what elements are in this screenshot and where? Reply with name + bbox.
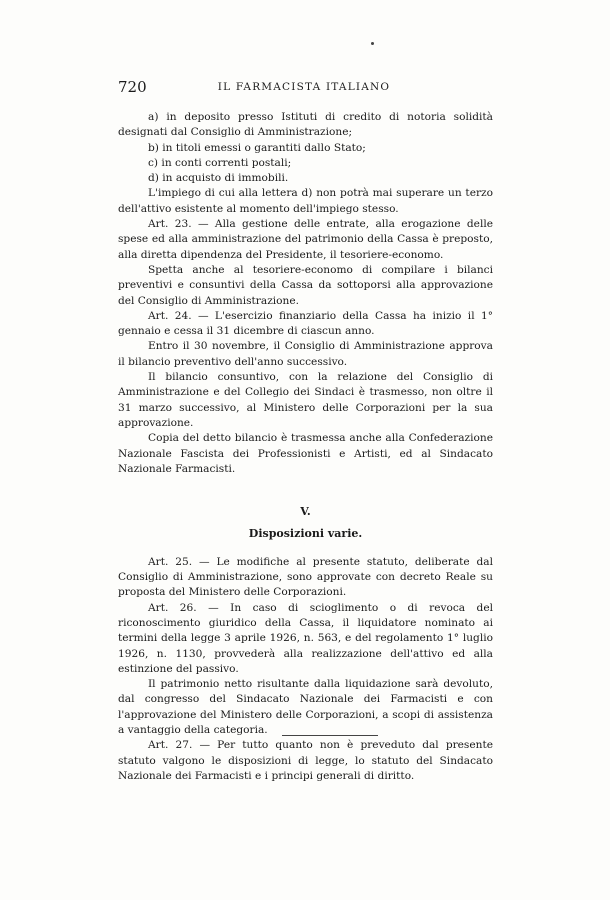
page-body (118, 110, 493, 784)
paragraph: d) in acquisto di immobili. (148, 172, 289, 185)
paragraph: L'impiego di cui alla lettera d) non potrà mai superare un terzo dell'attivo esistente al momento dell'impiego stesso. (118, 187, 493, 215)
paragraph-art-24: Art. 24. — L'esercizio finanziario della Cassa ha inizio il 1° gennaio e cessa il 31 dicembre di ciascun anno. (118, 309, 493, 338)
page-header (118, 78, 490, 98)
paragraph: Copia del detto bilancio è trasmessa anche alla Confederazione Nazionale Fascista dei Professionisti e Artisti, ed al Sindacato Nazionale Farmacisti. (118, 432, 493, 475)
paragraph-art-27: Art. 27. — Per tutto quanto non è preveduto dal presente statuto valgono le disposizioni di legge, lo statuto del Sindacato Nazionale dei Farmacisti e i principi generali di diritto. (118, 739, 493, 782)
paragraph: b) in titoli emessi o garantiti dallo Stato; (148, 141, 366, 154)
ink-speck (371, 42, 374, 45)
paragraph-art-23: Art. 23. — Alla gestione delle entrate, alla erogazione delle spese ed alla amministrazione del patrimonio della Cassa è preposto, alla diretta dipendenza del Presidente, il tesoriere-economo. (118, 218, 493, 261)
paragraph: Il patrimonio netto risultante dalla liquidazione sarà devoluto, dal congresso del Sindacato Nazionale dei Farmacisti e con l'approvazione del Ministero delle Corporazioni, a scopi di assistenza a vantaggio della categoria. (118, 678, 493, 736)
page-number: 720 (118, 78, 147, 96)
paragraph: Entro il 30 novembre, il Consiglio di Amministrazione approva il bilancio preventivo dell'anno successivo. (118, 340, 493, 368)
paragraph-art-26: Art. 26. — In caso di scioglimento o di revoca del riconoscimento giuridico della Cassa, il liquidatore nominato ai termini della legge 3 aprile 1926, n. 563, e del regolamento 1° luglio 1926, n. 1130, provvederà alla realizzazione dell'attivo ed alla estinzione del passivo. (118, 601, 493, 675)
paragraph-art-25: Art. 25. — Le modifiche al presente statuto, deliberate dal Consiglio di Amministrazione, sono approvate con decreto Reale su proposta del Ministero delle Corporazioni. (118, 555, 493, 599)
section-title: Disposizioni varie. (248, 527, 363, 541)
section-number: V. (300, 505, 311, 519)
end-rule (282, 735, 378, 736)
running-title: IL FARMACISTA ITALIANO (217, 81, 391, 93)
paragraph: a) in deposito presso Istituti di credito di notoria solidità designati dal Consiglio di Amministrazione; (118, 111, 493, 139)
paragraph: Il bilancio consuntivo, con la relazione del Consiglio di Amministrazione e del Collegio dei Sindaci è trasmesso, non oltre il 31 marzo successivo, al Ministero delle Corporazioni per la sua approvazione. (118, 371, 493, 429)
paragraph: Spetta anche al tesoriere-economo di compilare i bilanci preventivi e consuntivi della Cassa da sottoporsi alla approvazione del Consiglio di Amministrazione. (118, 263, 493, 307)
paragraph: c) in conti correnti postali; (148, 156, 292, 169)
